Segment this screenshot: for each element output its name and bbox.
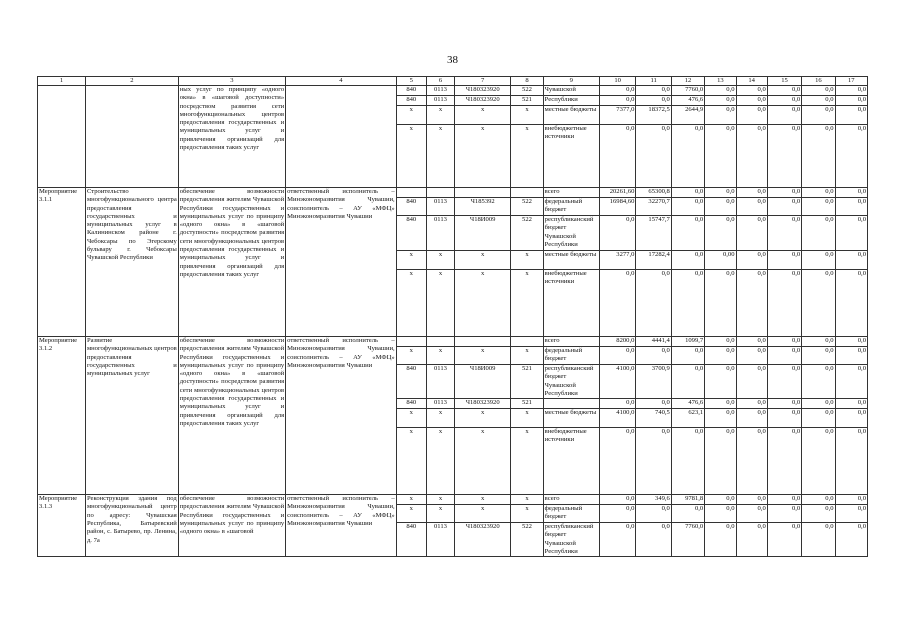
amount-cell: 0,0 (767, 96, 801, 106)
amount-cell: 0,0 (835, 365, 867, 399)
amount-cell: 0,0 (705, 188, 736, 198)
funding-source (543, 399, 599, 409)
funding-source: федеральный бюджет (543, 198, 599, 216)
amount-cell: 0,0 (636, 347, 671, 365)
amount-cell: 0,0 (802, 365, 835, 399)
column-number: 4 (286, 77, 397, 86)
kbk-cell: x (396, 409, 426, 428)
kbk-cell: x (455, 251, 511, 270)
amount-cell: 0,0 (835, 399, 867, 409)
amount-cell: 1099,7 (671, 337, 704, 347)
amount-cell: 0,0 (671, 198, 704, 216)
funding-source: внебюджетные источники (543, 125, 599, 188)
kbk-cell: 840 (396, 399, 426, 409)
amount-cell: 3700,9 (636, 365, 671, 399)
table-row (38, 188, 868, 198)
page-number: 38 (447, 54, 458, 66)
amount-cell: 0,0 (671, 428, 704, 495)
kbk-cell: Ч18И009 (455, 216, 511, 251)
funding-source: федеральный бюджет (543, 347, 599, 365)
kbk-cell: 840 (396, 86, 426, 96)
amount-cell: 0,0 (599, 125, 635, 188)
kbk-cell (511, 337, 543, 347)
amount-cell: 0,0 (802, 505, 835, 523)
amount-cell: 0,0 (671, 216, 704, 251)
kbk-cell: x (455, 125, 511, 188)
kbk-cell: 522 (511, 216, 543, 251)
amount-cell: 4100,0 (599, 365, 635, 399)
amount-cell: 0,0 (835, 505, 867, 523)
amount-cell: 0,0 (671, 347, 704, 365)
funding-source: внебюджетные источники (543, 270, 599, 337)
amount-cell: 20261,60 (599, 188, 635, 198)
amount-cell: 0,0 (767, 125, 801, 188)
amount-cell: 0,0 (599, 399, 635, 409)
amount-cell: 0,0 (671, 505, 704, 523)
kbk-cell: x (511, 106, 543, 125)
amount-cell: 0,0 (802, 523, 835, 557)
executor: ответственный исполнитель – Минэкономразвития Чувашии, соисполнитель – АУ «МФЦ» Минэкономразвития Чувашии (286, 337, 397, 495)
column-number: 13 (705, 77, 736, 86)
amount-cell: 4441,4 (636, 337, 671, 347)
amount-cell: 0,0 (636, 270, 671, 337)
kbk-cell: 521 (511, 399, 543, 409)
amount-cell: 0,0 (736, 216, 767, 251)
amount-cell: 0,0 (705, 270, 736, 337)
amount-cell: 0,0 (802, 251, 835, 270)
executor: ответственный исполнитель – Минэкономразвития Чувашии, соисполнитель – АУ «МФЦ» Минэкономразвития Чувашии (286, 188, 397, 337)
amount-cell: 0,0 (599, 216, 635, 251)
executor: ответственный исполнитель – Минэкономразвития Чувашии, соисполнитель – АУ «МФЦ» Минэкономразвития Чувашии (286, 495, 397, 557)
amount-cell: 0,0 (671, 125, 704, 188)
column-number: 10 (599, 77, 635, 86)
amount-cell: 0,0 (705, 428, 736, 495)
kbk-cell: x (396, 125, 426, 188)
amount-cell: 0,0 (835, 495, 867, 505)
kbk-cell: x (455, 505, 511, 523)
amount-cell: 476,6 (671, 96, 704, 106)
amount-cell: 0,0 (736, 337, 767, 347)
amount-cell: 0,0 (802, 337, 835, 347)
amount-cell: 0,0 (767, 505, 801, 523)
kbk-cell: 0113 (426, 216, 454, 251)
amount-cell: 65300,8 (636, 188, 671, 198)
kbk-cell: x (396, 251, 426, 270)
amount-cell: 0,0 (671, 365, 704, 399)
amount-cell: 0,0 (767, 198, 801, 216)
amount-cell: 0,0 (835, 86, 867, 96)
kbk-cell (511, 188, 543, 198)
kbk-cell: 840 (396, 198, 426, 216)
kbk-cell (396, 337, 426, 347)
event-goal: обеспечение возможности предоставления жителям Чувашской Республики государственных и муниципальных услуг по принципу «одного окна» в «шаговой доступности» посредством развития сети многофункциональных центров предоставления государственных и муниципальных услуг и привлечения организаций для предоставления таких услуг (178, 337, 285, 495)
amount-cell: 0,0 (599, 495, 635, 505)
kbk-cell: 840 (396, 96, 426, 106)
kbk-cell: 522 (511, 198, 543, 216)
kbk-cell: 522 (511, 86, 543, 96)
kbk-cell: 0113 (426, 198, 454, 216)
kbk-cell: 0113 (426, 86, 454, 96)
amount-cell: 9781,8 (671, 495, 704, 505)
amount-cell: 8200,0 (599, 337, 635, 347)
amount-cell: 0,0 (705, 337, 736, 347)
amount-cell: 7377,0 (599, 106, 635, 125)
amount-cell: 0,0 (705, 495, 736, 505)
amount-cell: 0,0 (767, 495, 801, 505)
amount-cell: 0,0 (599, 428, 635, 495)
amount-cell: 2644,9 (671, 106, 704, 125)
column-number: 12 (671, 77, 704, 86)
amount-cell: 740,5 (636, 409, 671, 428)
amount-cell: 0,0 (767, 216, 801, 251)
kbk-cell: x (396, 428, 426, 495)
table-row (38, 495, 868, 505)
event-code (38, 86, 86, 188)
amount-cell: 15747,7 (636, 216, 671, 251)
funding-source: местные бюджеты (543, 409, 599, 428)
amount-cell: 476,6 (671, 399, 704, 409)
kbk-cell: x (426, 495, 454, 505)
column-number: 7 (455, 77, 511, 86)
column-number: 9 (543, 77, 599, 86)
kbk-cell: Ч180323920 (455, 523, 511, 557)
amount-cell: 0,0 (705, 106, 736, 125)
amount-cell: 0,0 (835, 347, 867, 365)
event-goal: ных услуг по принципу «одного окна» в «шаговой доступности» посредством развития сети многофункциональных центров предоставления государственных и муниципальных услуг и привлечения организаций для предоставления таких услуг (178, 86, 285, 188)
kbk-cell: x (511, 251, 543, 270)
kbk-cell: Ч18И009 (455, 365, 511, 399)
funding-source: всего (543, 495, 599, 505)
amount-cell: 0,0 (599, 270, 635, 337)
amount-cell: 0,0 (636, 399, 671, 409)
event-title: Развитие многофункциональных центров предоставления государственных и муниципальных услуг (85, 337, 178, 495)
kbk-cell: Ч180323920 (455, 86, 511, 96)
event-code: Мероприятие 3.1.1 (38, 188, 86, 337)
amount-cell: 4100,0 (599, 409, 635, 428)
kbk-cell: x (426, 505, 454, 523)
amount-cell: 0,0 (705, 365, 736, 399)
event-goal: обеспечение возможности предоставления жителям Чувашской Республики государственных и муниципальных услуг по принципу «одного окна» в «шаговой доступности» посредством развития сети многофункциональных центров предоставления государственных и муниципальных услуг и привлечения организаций для предоставления таких услуг (178, 188, 285, 337)
amount-cell: 7760,0 (671, 86, 704, 96)
amount-cell: 0,0 (705, 125, 736, 188)
amount-cell: 0,0 (767, 188, 801, 198)
amount-cell: 0,0 (767, 428, 801, 495)
funding-source: всего (543, 337, 599, 347)
kbk-cell: x (426, 125, 454, 188)
funding-source: федеральный бюджет (543, 505, 599, 523)
amount-cell: 0,0 (835, 216, 867, 251)
table-row (38, 86, 868, 96)
amount-cell: 0,0 (802, 125, 835, 188)
kbk-cell: x (511, 495, 543, 505)
kbk-cell (396, 188, 426, 198)
amount-cell: 0,0 (736, 505, 767, 523)
funding-source: Республики (543, 96, 599, 106)
kbk-cell: x (511, 270, 543, 337)
kbk-cell: Ч185392 (455, 198, 511, 216)
amount-cell: 0,0 (705, 86, 736, 96)
amount-cell: 0,0 (835, 188, 867, 198)
kbk-cell: 521 (511, 365, 543, 399)
funding-source: республиканский бюджет Чувашской Республики (543, 365, 599, 399)
kbk-cell: x (511, 505, 543, 523)
kbk-cell: 0113 (426, 523, 454, 557)
amount-cell: 0,0 (802, 96, 835, 106)
amount-cell: 0,0 (835, 428, 867, 495)
kbk-cell (426, 337, 454, 347)
event-title: Строительство многофункционального центра предоставления государственных и муниципальных услуг в Калининском районе г. Чебоксары по Эгерскому бульвару г. Чебоксары Чувашской Республики (85, 188, 178, 337)
amount-cell: 7760,0 (671, 523, 704, 557)
amount-cell: 0,0 (835, 523, 867, 557)
amount-cell: 0,0 (736, 106, 767, 125)
kbk-cell: x (511, 409, 543, 428)
amount-cell: 17282,4 (636, 251, 671, 270)
amount-cell: 32270,7 (636, 198, 671, 216)
kbk-cell: x (511, 428, 543, 495)
amount-cell: 0,0 (767, 106, 801, 125)
amount-cell: 0,0 (802, 270, 835, 337)
kbk-cell: x (426, 106, 454, 125)
amount-cell: 0,0 (705, 505, 736, 523)
kbk-cell: 840 (396, 523, 426, 557)
amount-cell: 0,0 (767, 347, 801, 365)
funding-source: местные бюджеты (543, 251, 599, 270)
column-number: 14 (736, 77, 767, 86)
kbk-cell: 522 (511, 523, 543, 557)
amount-cell: 0,0 (736, 399, 767, 409)
amount-cell: 0,0 (736, 495, 767, 505)
amount-cell: 0,0 (767, 365, 801, 399)
kbk-cell: x (511, 347, 543, 365)
kbk-cell: x (426, 428, 454, 495)
amount-cell: 0,0 (835, 251, 867, 270)
funding-source: республиканский бюджет Чувашской Республики (543, 216, 599, 251)
amount-cell: 0,0 (736, 86, 767, 96)
amount-cell: 0,0 (705, 523, 736, 557)
amount-cell: 0,0 (767, 251, 801, 270)
amount-cell: 0,0 (767, 86, 801, 96)
kbk-cell: x (426, 270, 454, 337)
amount-cell: 0,0 (671, 251, 704, 270)
amount-cell: 0,0 (835, 409, 867, 428)
amount-cell: 0,00 (705, 251, 736, 270)
amount-cell: 0,0 (767, 337, 801, 347)
kbk-cell: 840 (396, 216, 426, 251)
amount-cell: 3277,0 (599, 251, 635, 270)
header-row (38, 77, 868, 86)
kbk-cell: x (455, 428, 511, 495)
kbk-cell: x (455, 409, 511, 428)
kbk-cell: x (455, 347, 511, 365)
amount-cell: 0,0 (599, 523, 635, 557)
column-number: 16 (802, 77, 835, 86)
amount-cell: 0,0 (705, 96, 736, 106)
amount-cell: 0,0 (736, 96, 767, 106)
amount-cell: 0,0 (802, 86, 835, 96)
amount-cell: 0,0 (736, 365, 767, 399)
executor (286, 86, 397, 188)
column-number: 8 (511, 77, 543, 86)
amount-cell: 0,0 (802, 495, 835, 505)
kbk-cell: 0113 (426, 96, 454, 106)
kbk-cell: x (511, 125, 543, 188)
kbk-cell: x (426, 251, 454, 270)
kbk-cell: 0113 (426, 399, 454, 409)
amount-cell: 16984,60 (599, 198, 635, 216)
amount-cell: 0,0 (599, 505, 635, 523)
column-number: 17 (835, 77, 867, 86)
amount-cell: 0,0 (636, 125, 671, 188)
amount-cell: 0,0 (802, 216, 835, 251)
amount-cell: 0,0 (736, 125, 767, 188)
amount-cell: 0,0 (736, 251, 767, 270)
amount-cell: 0,0 (835, 198, 867, 216)
kbk-cell: x (455, 270, 511, 337)
kbk-cell (455, 337, 511, 347)
amount-cell: 0,0 (835, 337, 867, 347)
amount-cell: 0,0 (705, 216, 736, 251)
amount-cell: 0,0 (599, 86, 635, 96)
event-goal: обеспечение возможности предоставления жителям Чувашской Республики государственных и муниципальных услуг по принципу «одного окна» в «шаговой (178, 495, 285, 557)
kbk-cell: x (426, 347, 454, 365)
kbk-cell: x (396, 505, 426, 523)
column-number: 6 (426, 77, 454, 86)
amount-cell: 0,0 (802, 188, 835, 198)
amount-cell: 0,0 (835, 270, 867, 337)
kbk-cell: 840 (396, 365, 426, 399)
kbk-cell (455, 188, 511, 198)
amount-cell: 0,0 (767, 409, 801, 428)
amount-cell: 0,0 (599, 347, 635, 365)
kbk-cell: Ч180323920 (455, 96, 511, 106)
amount-cell: 0,0 (736, 409, 767, 428)
kbk-cell: x (455, 495, 511, 505)
funding-source: внебюджетные источники (543, 428, 599, 495)
amount-cell: 0,0 (599, 96, 635, 106)
amount-cell: 18372,5 (636, 106, 671, 125)
amount-cell: 0,0 (736, 198, 767, 216)
kbk-cell: x (396, 347, 426, 365)
event-code: Мероприятие 3.1.3 (38, 495, 86, 557)
amount-cell: 0,0 (671, 270, 704, 337)
kbk-cell: x (455, 106, 511, 125)
column-number: 3 (178, 77, 285, 86)
kbk-cell (426, 188, 454, 198)
amount-cell: 623,1 (671, 409, 704, 428)
amount-cell: 0,0 (636, 505, 671, 523)
amount-cell: 0,0 (671, 188, 704, 198)
funding-source: Чувашской (543, 86, 599, 96)
amount-cell: 0,0 (736, 188, 767, 198)
amount-cell: 0,0 (802, 347, 835, 365)
table-row (38, 337, 868, 347)
column-number: 1 (38, 77, 86, 86)
kbk-cell: x (396, 270, 426, 337)
column-number: 15 (767, 77, 801, 86)
amount-cell: 0,0 (835, 96, 867, 106)
event-title (85, 86, 178, 188)
column-number: 5 (396, 77, 426, 86)
amount-cell: 0,0 (835, 125, 867, 188)
amount-cell: 349,6 (636, 495, 671, 505)
amount-cell: 0,0 (802, 409, 835, 428)
amount-cell: 0,0 (636, 86, 671, 96)
kbk-cell: x (396, 495, 426, 505)
amount-cell: 0,0 (736, 270, 767, 337)
amount-cell: 0,0 (705, 347, 736, 365)
column-number: 2 (85, 77, 178, 86)
amount-cell: 0,0 (767, 399, 801, 409)
amount-cell: 0,0 (767, 523, 801, 557)
budget-table (37, 76, 868, 557)
amount-cell: 0,0 (736, 347, 767, 365)
funding-source: местные бюджеты (543, 106, 599, 125)
funding-source: всего (543, 188, 599, 198)
kbk-cell: 0113 (426, 365, 454, 399)
funding-source: республиканский бюджет Чувашской Республики (543, 523, 599, 557)
amount-cell: 0,0 (636, 428, 671, 495)
kbk-cell: Ч180323920 (455, 399, 511, 409)
column-number: 11 (636, 77, 671, 86)
amount-cell: 0,0 (736, 523, 767, 557)
event-title: Реконструкция здания под многофункциональный центр по адресу: Чувашская Республика, Батыревский район, с. Батырево, пр. Ленина, д. 7а (85, 495, 178, 557)
amount-cell: 0,0 (636, 96, 671, 106)
amount-cell: 0,0 (767, 270, 801, 337)
amount-cell: 0,0 (802, 106, 835, 125)
amount-cell: 0,0 (705, 399, 736, 409)
amount-cell: 0,0 (636, 523, 671, 557)
amount-cell: 0,0 (802, 428, 835, 495)
kbk-cell: 521 (511, 96, 543, 106)
amount-cell: 0,0 (705, 409, 736, 428)
kbk-cell: x (426, 409, 454, 428)
amount-cell: 0,0 (835, 106, 867, 125)
amount-cell: 0,0 (802, 198, 835, 216)
amount-cell: 0,0 (802, 399, 835, 409)
amount-cell: 0,0 (736, 428, 767, 495)
amount-cell: 0,0 (705, 198, 736, 216)
kbk-cell: x (396, 106, 426, 125)
event-code: Мероприятие 3.1.2 (38, 337, 86, 495)
